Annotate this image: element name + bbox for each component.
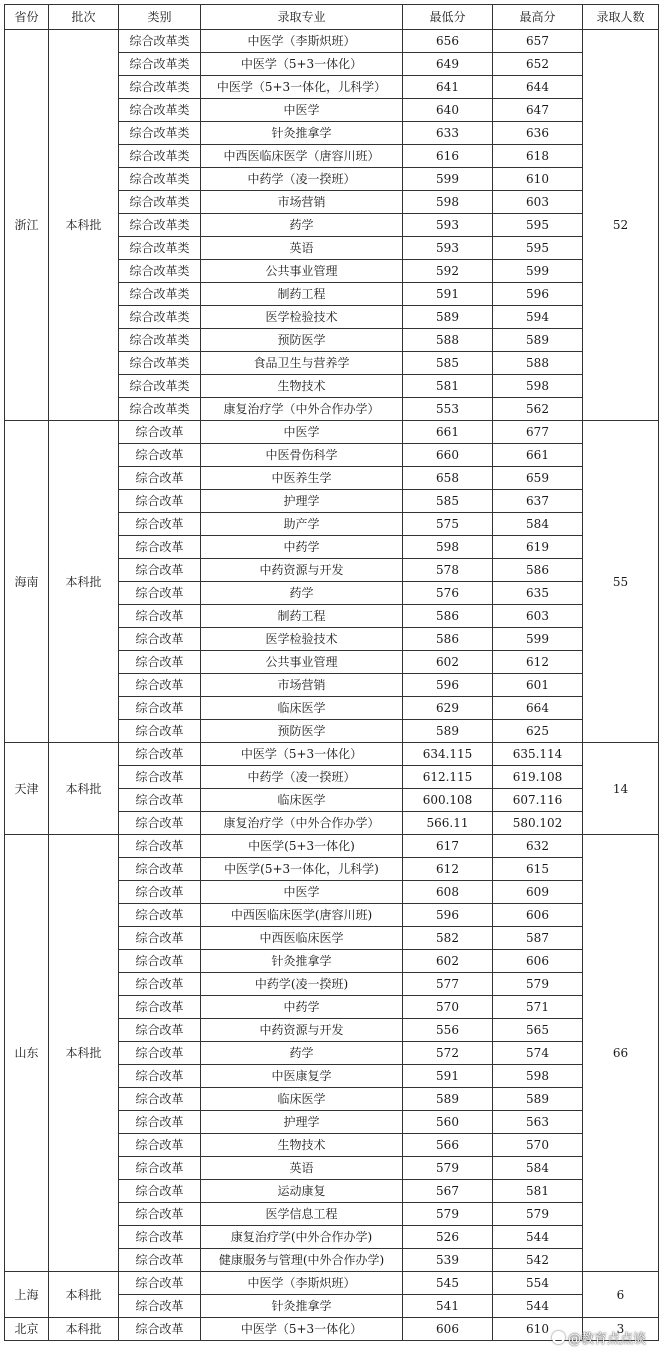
major-cell: 中医学(5+3一体化) [201, 835, 403, 858]
major-cell: 中药学(凌一揆班) [201, 973, 403, 996]
category-cell: 综合改革 [119, 1042, 201, 1065]
min-score-cell: 602 [403, 651, 493, 674]
major-cell: 中医学 [201, 99, 403, 122]
category-cell: 综合改革 [119, 858, 201, 881]
min-score-cell: 616 [403, 145, 493, 168]
min-score-cell: 656 [403, 30, 493, 53]
category-cell: 综合改革 [119, 766, 201, 789]
min-score-cell: 598 [403, 536, 493, 559]
major-cell: 中药学（凌一揆班） [201, 168, 403, 191]
category-cell: 综合改革 [119, 513, 201, 536]
category-cell: 综合改革类 [119, 237, 201, 260]
admitted-count-cell: 55 [583, 421, 659, 743]
max-score-cell: 644 [493, 76, 583, 99]
max-score-cell: 562 [493, 398, 583, 421]
province-cell: 上海 [5, 1272, 49, 1318]
category-cell: 综合改革 [119, 674, 201, 697]
major-cell: 临床医学 [201, 1088, 403, 1111]
major-cell: 医学信息工程 [201, 1203, 403, 1226]
min-score-cell: 553 [403, 398, 493, 421]
min-score-cell: 576 [403, 582, 493, 605]
major-cell: 临床医学 [201, 697, 403, 720]
table-row [5, 835, 659, 858]
category-cell: 综合改革类 [119, 306, 201, 329]
major-cell: 预防医学 [201, 329, 403, 352]
province-cell: 北京 [5, 1318, 49, 1341]
category-cell: 综合改革 [119, 904, 201, 927]
max-score-cell: 637 [493, 490, 583, 513]
category-cell: 综合改革类 [119, 398, 201, 421]
min-score-cell: 567 [403, 1180, 493, 1203]
major-cell: 运动康复 [201, 1180, 403, 1203]
min-score-cell: 539 [403, 1249, 493, 1272]
category-cell: 综合改革 [119, 927, 201, 950]
min-score-cell: 545 [403, 1272, 493, 1295]
batch-cell: 本科批 [49, 835, 119, 1272]
major-cell: 预防医学 [201, 720, 403, 743]
major-cell: 护理学 [201, 1111, 403, 1134]
max-score-cell: 571 [493, 996, 583, 1019]
header-admitted-count: 录取人数 [583, 5, 659, 30]
max-score-cell: 589 [493, 1088, 583, 1111]
major-cell: 中医学(5+3一体化，儿科学) [201, 858, 403, 881]
major-cell: 中药学（凌一揆班） [201, 766, 403, 789]
major-cell: 市场营销 [201, 191, 403, 214]
max-score-cell: 598 [493, 1065, 583, 1088]
min-score-cell: 572 [403, 1042, 493, 1065]
min-score-cell: 608 [403, 881, 493, 904]
category-cell: 综合改革类 [119, 260, 201, 283]
category-cell: 综合改革类 [119, 375, 201, 398]
major-cell: 药学 [201, 1042, 403, 1065]
admitted-count-cell: 52 [583, 30, 659, 421]
major-cell: 助产学 [201, 513, 403, 536]
min-score-cell: 581 [403, 375, 493, 398]
category-cell: 综合改革 [119, 1180, 201, 1203]
category-cell: 综合改革 [119, 559, 201, 582]
min-score-cell: 526 [403, 1226, 493, 1249]
min-score-cell: 591 [403, 283, 493, 306]
min-score-cell: 602 [403, 950, 493, 973]
major-cell: 药学 [201, 582, 403, 605]
watermark [552, 1328, 646, 1347]
min-score-cell: 658 [403, 467, 493, 490]
major-cell: 生物技术 [201, 375, 403, 398]
min-score-cell: 593 [403, 214, 493, 237]
min-score-cell: 579 [403, 1157, 493, 1180]
max-score-cell: 579 [493, 973, 583, 996]
max-score-cell: 599 [493, 260, 583, 283]
max-score-cell: 652 [493, 53, 583, 76]
category-cell: 综合改革 [119, 996, 201, 1019]
min-score-cell: 556 [403, 1019, 493, 1042]
header-batch: 批次 [49, 5, 119, 30]
category-cell: 综合改革 [119, 1019, 201, 1042]
max-score-cell: 659 [493, 467, 583, 490]
major-cell: 康复治疗学（中外合作办学） [201, 812, 403, 835]
major-cell: 康复治疗学(中外合作办学) [201, 1226, 403, 1249]
header-category: 类别 [119, 5, 201, 30]
header-min-score: 最低分 [403, 5, 493, 30]
min-score-cell: 634.115 [403, 743, 493, 766]
category-cell: 综合改革 [119, 1295, 201, 1318]
category-cell: 综合改革 [119, 881, 201, 904]
major-cell: 针灸推拿学 [201, 1295, 403, 1318]
category-cell: 综合改革 [119, 1272, 201, 1295]
batch-cell: 本科批 [49, 1318, 119, 1341]
table-row [5, 1272, 659, 1295]
category-cell: 综合改革 [119, 950, 201, 973]
max-score-cell: 588 [493, 352, 583, 375]
category-cell: 综合改革类 [119, 352, 201, 375]
category-cell: 综合改革类 [119, 283, 201, 306]
category-cell: 综合改革 [119, 1203, 201, 1226]
category-cell: 综合改革类 [119, 53, 201, 76]
major-cell: 英语 [201, 237, 403, 260]
province-cell: 浙江 [5, 30, 49, 421]
max-score-cell: 610 [493, 1318, 583, 1341]
min-score-cell: 629 [403, 697, 493, 720]
min-score-cell: 640 [403, 99, 493, 122]
table-body [5, 30, 659, 1341]
max-score-cell: 657 [493, 30, 583, 53]
category-cell: 综合改革 [119, 1065, 201, 1088]
category-cell: 综合改革类 [119, 122, 201, 145]
major-cell: 中医养生学 [201, 467, 403, 490]
category-cell: 综合改革 [119, 697, 201, 720]
max-score-cell: 544 [493, 1295, 583, 1318]
category-cell: 综合改革 [119, 812, 201, 835]
max-score-cell: 601 [493, 674, 583, 697]
max-score-cell: 580.102 [493, 812, 583, 835]
major-cell: 针灸推拿学 [201, 122, 403, 145]
max-score-cell: 554 [493, 1272, 583, 1295]
min-score-cell: 575 [403, 513, 493, 536]
major-cell: 中西医临床医学(唐容川班) [201, 904, 403, 927]
max-score-cell: 664 [493, 697, 583, 720]
min-score-cell: 591 [403, 1065, 493, 1088]
major-cell: 制药工程 [201, 283, 403, 306]
major-cell: 中医骨伤科学 [201, 444, 403, 467]
max-score-cell: 565 [493, 1019, 583, 1042]
batch-cell: 本科批 [49, 30, 119, 421]
max-score-cell: 574 [493, 1042, 583, 1065]
max-score-cell: 584 [493, 1157, 583, 1180]
min-score-cell: 617 [403, 835, 493, 858]
major-cell: 针灸推拿学 [201, 950, 403, 973]
max-score-cell: 632 [493, 835, 583, 858]
major-cell: 药学 [201, 214, 403, 237]
min-score-cell: 570 [403, 996, 493, 1019]
min-score-cell: 588 [403, 329, 493, 352]
admission-table [4, 4, 659, 1341]
min-score-cell: 586 [403, 605, 493, 628]
max-score-cell: 661 [493, 444, 583, 467]
max-score-cell: 603 [493, 191, 583, 214]
max-score-cell: 599 [493, 628, 583, 651]
batch-cell: 本科批 [49, 743, 119, 835]
major-cell: 公共事业管理 [201, 651, 403, 674]
province-cell: 海南 [5, 421, 49, 743]
header-row [5, 5, 659, 30]
category-cell: 综合改革类 [119, 76, 201, 99]
major-cell: 康复治疗学（中外合作办学） [201, 398, 403, 421]
major-cell: 中西医临床医学 [201, 927, 403, 950]
category-cell: 综合改革 [119, 1249, 201, 1272]
max-score-cell: 542 [493, 1249, 583, 1272]
major-cell: 中医学（李斯炽班） [201, 30, 403, 53]
min-score-cell: 596 [403, 904, 493, 927]
min-score-cell: 660 [403, 444, 493, 467]
category-cell: 综合改革类 [119, 191, 201, 214]
category-cell: 综合改革 [119, 421, 201, 444]
major-cell: 健康服务与管理(中外合作办学) [201, 1249, 403, 1272]
major-cell: 中药学 [201, 536, 403, 559]
major-cell: 中医学（5+3一体化，儿科学） [201, 76, 403, 99]
major-cell: 中医学 [201, 421, 403, 444]
max-score-cell: 587 [493, 927, 583, 950]
max-score-cell: 570 [493, 1134, 583, 1157]
category-cell: 综合改革 [119, 444, 201, 467]
max-score-cell: 615 [493, 858, 583, 881]
major-cell: 中医康复学 [201, 1065, 403, 1088]
min-score-cell: 585 [403, 490, 493, 513]
major-cell: 中医学（5+3一体化） [201, 743, 403, 766]
major-cell: 中药学 [201, 996, 403, 1019]
min-score-cell: 599 [403, 168, 493, 191]
header-province: 省份 [5, 5, 49, 30]
major-cell: 中医学（5+3一体化） [201, 1318, 403, 1341]
major-cell: 食品卫生与营养学 [201, 352, 403, 375]
min-score-cell: 589 [403, 720, 493, 743]
max-score-cell: 594 [493, 306, 583, 329]
category-cell: 综合改革类 [119, 168, 201, 191]
min-score-cell: 633 [403, 122, 493, 145]
category-cell: 综合改革类 [119, 214, 201, 237]
max-score-cell: 619 [493, 536, 583, 559]
table-row [5, 743, 659, 766]
major-cell: 医学检验技术 [201, 628, 403, 651]
major-cell: 医学检验技术 [201, 306, 403, 329]
major-cell: 英语 [201, 1157, 403, 1180]
max-score-cell: 586 [493, 559, 583, 582]
major-cell: 护理学 [201, 490, 403, 513]
min-score-cell: 592 [403, 260, 493, 283]
category-cell: 综合改革类 [119, 30, 201, 53]
min-score-cell: 612 [403, 858, 493, 881]
category-cell: 综合改革 [119, 743, 201, 766]
min-score-cell: 593 [403, 237, 493, 260]
table-row [5, 421, 659, 444]
max-score-cell: 606 [493, 950, 583, 973]
category-cell: 综合改革 [119, 1088, 201, 1111]
max-score-cell: 596 [493, 283, 583, 306]
header-major: 录取专业 [201, 5, 403, 30]
max-score-cell: 625 [493, 720, 583, 743]
category-cell: 综合改革 [119, 973, 201, 996]
category-cell: 综合改革 [119, 536, 201, 559]
province-cell: 天津 [5, 743, 49, 835]
min-score-cell: 661 [403, 421, 493, 444]
max-score-cell: 603 [493, 605, 583, 628]
min-score-cell: 589 [403, 1088, 493, 1111]
max-score-cell: 584 [493, 513, 583, 536]
max-score-cell: 609 [493, 881, 583, 904]
max-score-cell: 579 [493, 1203, 583, 1226]
max-score-cell: 544 [493, 1226, 583, 1249]
category-cell: 综合改革 [119, 835, 201, 858]
major-cell: 临床医学 [201, 789, 403, 812]
category-cell: 综合改革类 [119, 99, 201, 122]
category-cell: 综合改革 [119, 467, 201, 490]
min-score-cell: 612.115 [403, 766, 493, 789]
admitted-count-cell: 3 [583, 1318, 659, 1341]
category-cell: 综合改革 [119, 1134, 201, 1157]
admitted-count-cell: 14 [583, 743, 659, 835]
min-score-cell: 560 [403, 1111, 493, 1134]
major-cell: 中药资源与开发 [201, 1019, 403, 1042]
min-score-cell: 585 [403, 352, 493, 375]
min-score-cell: 641 [403, 76, 493, 99]
min-score-cell: 600.108 [403, 789, 493, 812]
min-score-cell: 649 [403, 53, 493, 76]
min-score-cell: 589 [403, 306, 493, 329]
province-cell: 山东 [5, 835, 49, 1272]
min-score-cell: 586 [403, 628, 493, 651]
major-cell: 中医学（5+3一体化） [201, 53, 403, 76]
max-score-cell: 610 [493, 168, 583, 191]
category-cell: 综合改革类 [119, 145, 201, 168]
major-cell: 制药工程 [201, 605, 403, 628]
max-score-cell: 607.116 [493, 789, 583, 812]
watermark-text: @教育点点谈 [567, 1332, 646, 1347]
category-cell: 综合改革 [119, 1226, 201, 1249]
min-score-cell: 566 [403, 1134, 493, 1157]
category-cell: 综合改革 [119, 490, 201, 513]
category-cell: 综合改革 [119, 582, 201, 605]
header-max-score: 最高分 [493, 5, 583, 30]
category-cell: 综合改革 [119, 720, 201, 743]
min-score-cell: 578 [403, 559, 493, 582]
min-score-cell: 598 [403, 191, 493, 214]
max-score-cell: 581 [493, 1180, 583, 1203]
batch-cell: 本科批 [49, 421, 119, 743]
min-score-cell: 606 [403, 1318, 493, 1341]
category-cell: 综合改革 [119, 651, 201, 674]
min-score-cell: 596 [403, 674, 493, 697]
max-score-cell: 612 [493, 651, 583, 674]
max-score-cell: 595 [493, 214, 583, 237]
max-score-cell: 635.114 [493, 743, 583, 766]
max-score-cell: 606 [493, 904, 583, 927]
min-score-cell: 579 [403, 1203, 493, 1226]
category-cell: 综合改革 [119, 1318, 201, 1341]
major-cell: 中药资源与开发 [201, 559, 403, 582]
max-score-cell: 647 [493, 99, 583, 122]
category-cell: 综合改革 [119, 1111, 201, 1134]
category-cell: 综合改革 [119, 1157, 201, 1180]
batch-cell: 本科批 [49, 1272, 119, 1318]
min-score-cell: 566.11 [403, 812, 493, 835]
min-score-cell: 577 [403, 973, 493, 996]
major-cell: 中医学（李斯炽班） [201, 1272, 403, 1295]
table-row [5, 30, 659, 53]
max-score-cell: 595 [493, 237, 583, 260]
max-score-cell: 618 [493, 145, 583, 168]
admitted-count-cell: 6 [583, 1272, 659, 1318]
major-cell: 中西医临床医学（唐容川班） [201, 145, 403, 168]
major-cell: 生物技术 [201, 1134, 403, 1157]
major-cell: 公共事业管理 [201, 260, 403, 283]
max-score-cell: 619.108 [493, 766, 583, 789]
major-cell: 市场营销 [201, 674, 403, 697]
max-score-cell: 598 [493, 375, 583, 398]
max-score-cell: 636 [493, 122, 583, 145]
watermark-logo-icon [552, 1331, 565, 1344]
major-cell: 中医学 [201, 881, 403, 904]
max-score-cell: 635 [493, 582, 583, 605]
category-cell: 综合改革类 [119, 329, 201, 352]
max-score-cell: 589 [493, 329, 583, 352]
min-score-cell: 582 [403, 927, 493, 950]
min-score-cell: 541 [403, 1295, 493, 1318]
max-score-cell: 677 [493, 421, 583, 444]
category-cell: 综合改革 [119, 605, 201, 628]
category-cell: 综合改革 [119, 628, 201, 651]
category-cell: 综合改革 [119, 789, 201, 812]
max-score-cell: 563 [493, 1111, 583, 1134]
admitted-count-cell: 66 [583, 835, 659, 1272]
